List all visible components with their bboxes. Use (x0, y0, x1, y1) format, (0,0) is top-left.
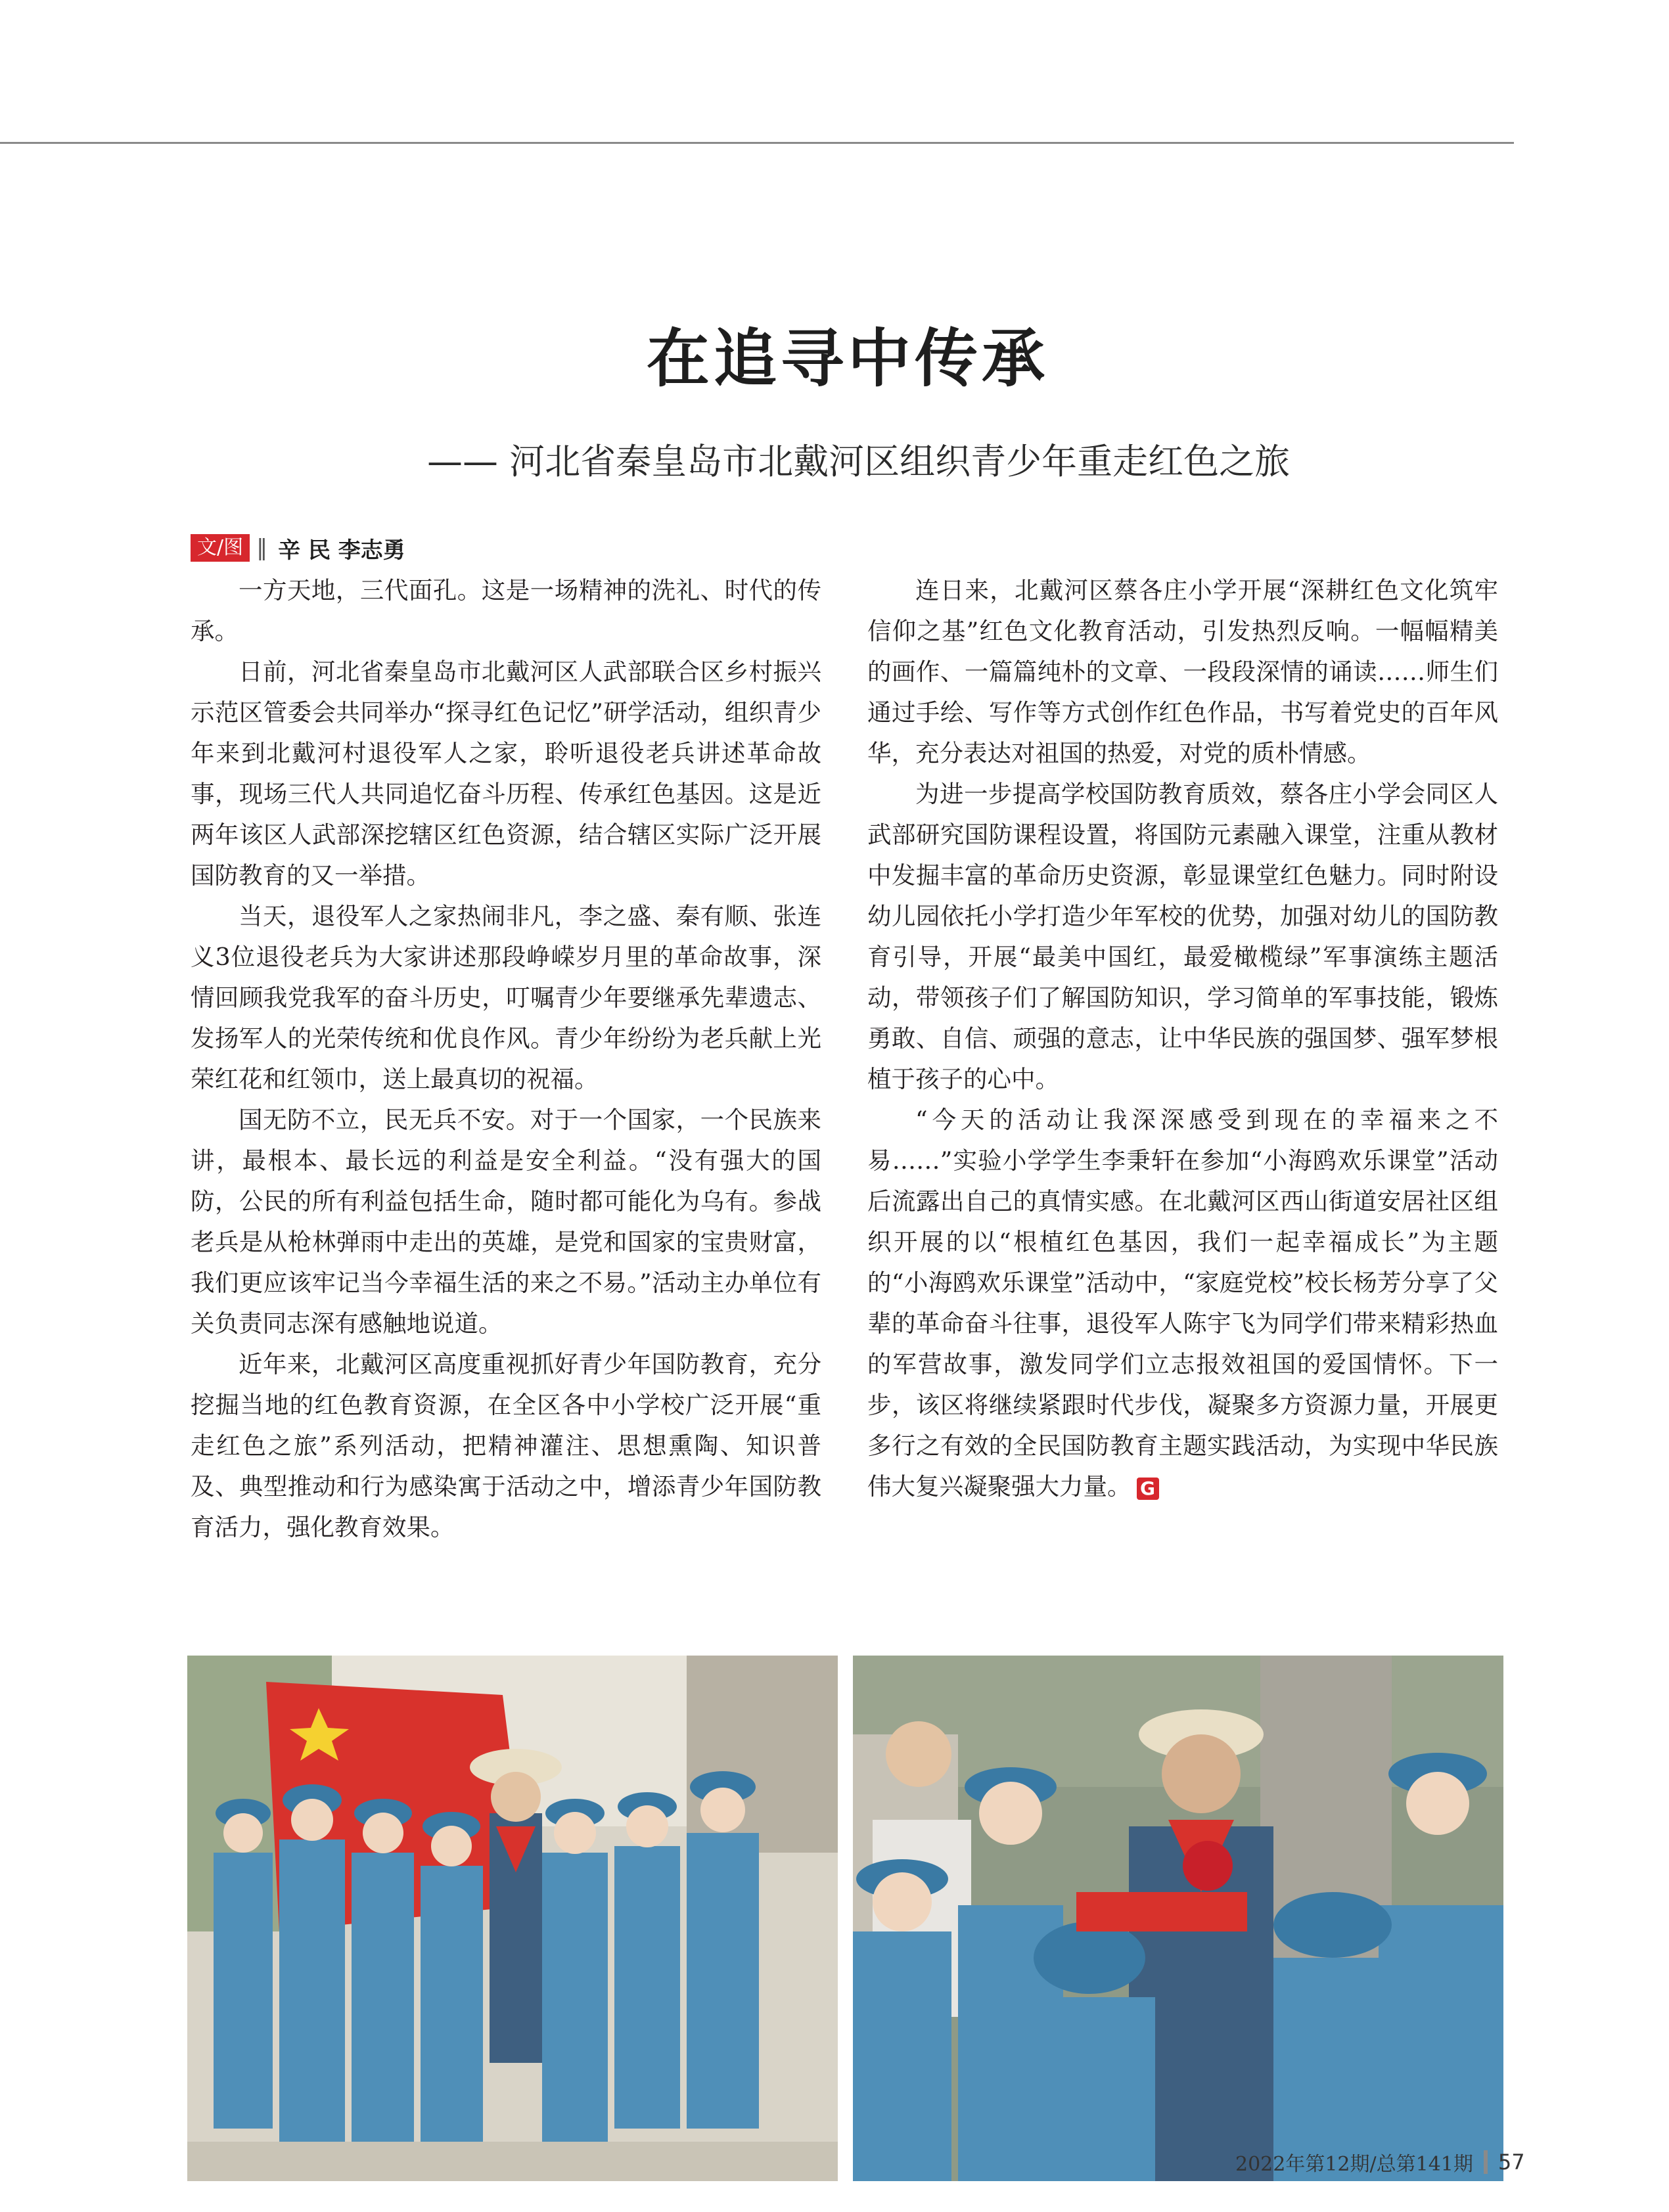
page-number: 57 (1498, 2150, 1525, 2175)
byline-tag: 文/图 (191, 534, 250, 562)
end-mark-icon: G (1137, 1478, 1159, 1500)
byline-authors: 辛 民 李志勇 (278, 537, 405, 564)
left-column (191, 570, 821, 1548)
byline (191, 533, 405, 562)
paragraph: 日前，河北省秦皇岛市北戴河区人武部联合区乡村振兴示范区管委会共同举办“探寻红色记忆”研学活动，组织青少年来到北戴河村退役军人之家，聆听退役老兵讲述革命故事，现场三代人共同追忆奋斗历程、传承红色基因。这是近两年该区人武部深挖辖区红色资源，结合辖区实际广泛开展国防教育的又一举措。 (191, 658, 821, 890)
paragraph-text: “今天的活动让我深深感受到现在的幸福来之不易……”实验小学学生李秉轩在参加“小海鸥欢乐课堂”活动后流露出自己的真情实感。在北戴河区西山街道安居社区组织开展的以“根植红色基因，我们一起幸福成长”为主题的“小海鸥欢乐课堂”活动中，“家庭党校”校长杨芳分享了父辈的革命奋斗往事，退役军人陈宇飞为同学们带来精彩热血的军营故事，激发同学们立志报效祖国的爱国情怀。下一步，该区将继续紧跟时代步伐，凝聚多方资源力量，开展更多行之有效的全民国防教育主题实践活动，为实现中华民族伟大复兴凝聚强大力量。 (867, 1106, 1498, 1501)
paragraph: 连日来，北戴河区蔡各庄小学开展“深耕红色文化筑牢信仰之基”红色文化教育活动，引发热烈反响。一幅幅精美的画作、一篇篇纯朴的文章、一段段深情的诵读……师生们通过手绘、写作等方式创作红色作品，书写着党史的百年风华，充分表达对祖国的热爱，对党的质朴情感。 (867, 576, 1498, 767)
paragraph: 国无防不立，民无兵不安。对于一个国家，一个民族来讲，最根本、最长远的利益是安全利益。“没有强大的国防，公民的所有利益包括生命，随时都可能化为乌有。参战老兵是从枪林弹雨中走出的英雄，是党和国家的宝贵财富，我们更应该牢记当今幸福生活的来之不易。”活动主办单位有关负责同志深有感触地说道。 (191, 1106, 821, 1338)
footer-divider (1484, 2150, 1488, 2174)
paragraph: 一方天地，三代面孔。这是一场精神的洗礼、时代的传承。 (191, 576, 821, 645)
veteran-talking-to-children-icon (853, 1656, 1503, 2181)
group-photo-veteran-with-children-icon (187, 1656, 838, 2181)
byline-separator: ‖ (256, 535, 268, 561)
paragraph: 当天，退役军人之家热闹非凡，李之盛、秦有顺、张连义3位退役老兵为大家讲述那段峥嵘岁月里的革命故事，深情回顾我党我军的奋斗历史，叮嘱青少年要继承先辈遗志、发扬军人的光荣传统和优良作风。青少年纷纷为老兵献上光荣红花和红领巾，送上最真切的祝福。 (191, 902, 821, 1093)
page-footer (1235, 2146, 1525, 2178)
header-rule (0, 142, 1514, 144)
photo-veteran-talking (853, 1656, 1503, 2181)
paragraph: 为进一步提高学校国防教育质效，蔡各庄小学会同区人武部研究国防课程设置，将国防元素融入课堂，注重从教材中发掘丰富的革命历史资源，彰显课堂红色魅力。同时附设幼儿园依托小学打造少年军校的优势，加强对幼儿的国防教育引导，开展“最美中国红，最爱橄榄绿”军事演练主题活动，带领孩子们了解国防知识，学习简单的军事技能，锻炼勇敢、自信、顽强的意志，让中华民族的强国梦、强军梦根植于孩子的心中。 (867, 780, 1498, 1093)
article-title: 在追寻中传承 (647, 322, 1049, 395)
paragraph (867, 1100, 1498, 1507)
right-column (867, 570, 1498, 1507)
photo-group-veteran-children (187, 1656, 838, 2181)
article-subtitle: —— 河北省秦皇岛市北戴河区组织青少年重走红色之旅 (427, 441, 1291, 482)
issue-info: 2022年第12期/总第141期 (1235, 2153, 1473, 2176)
paragraph: 近年来，北戴河区高度重视抓好青少年国防教育，充分挖掘当地的红色教育资源，在全区各中小学校广泛开展“重走红色之旅”系列活动，把精神灌注、思想熏陶、知识普及、典型推动和行为感染寓于活动之中，增添青少年国防教育活力，强化教育效果。 (191, 1350, 821, 1541)
